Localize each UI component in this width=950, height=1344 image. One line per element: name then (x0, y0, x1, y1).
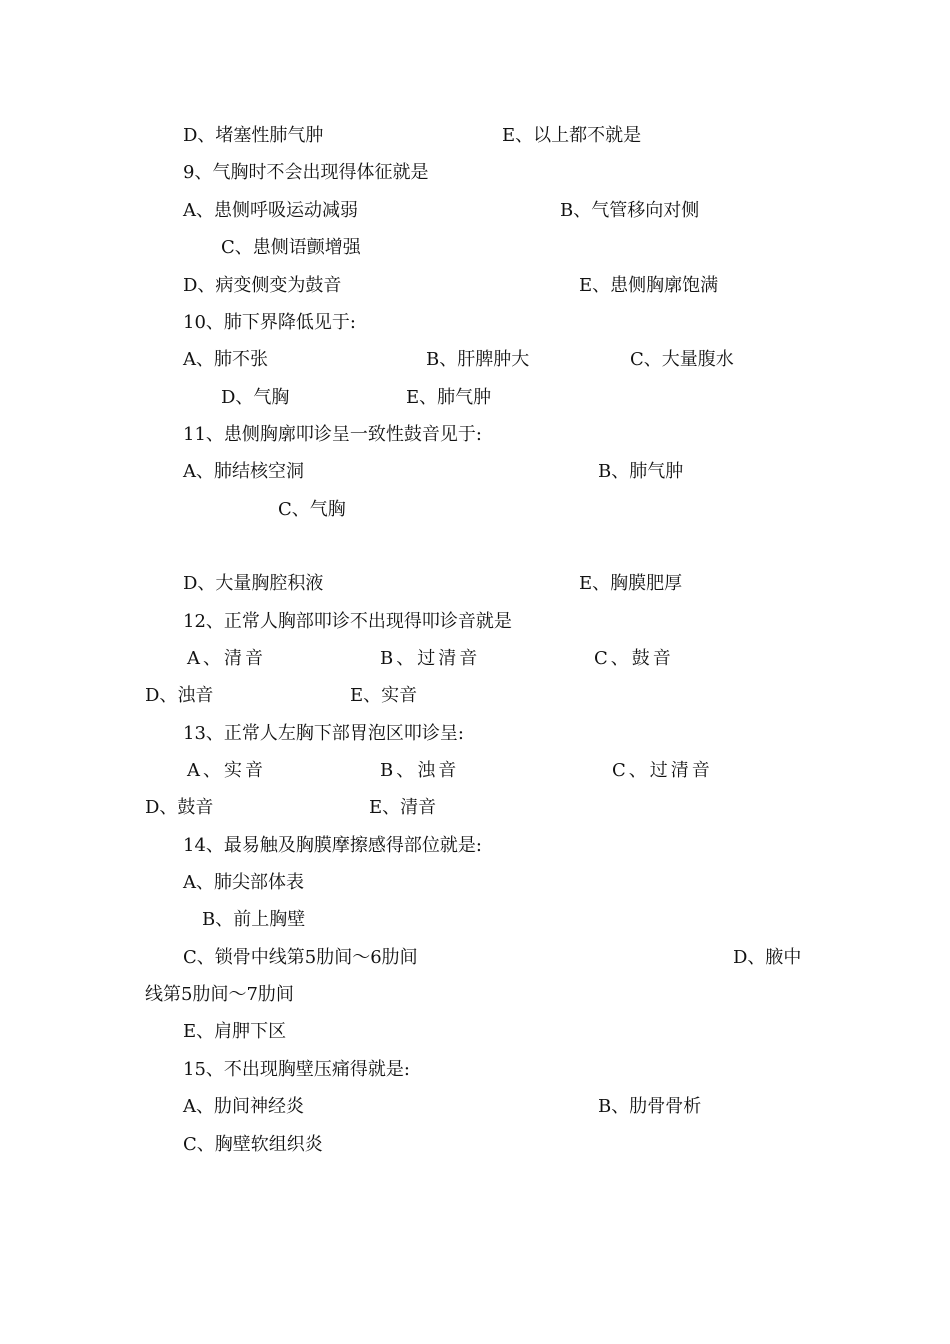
question-14: 14、最易触及胸膜摩擦感得部位就是: (183, 835, 482, 856)
option-13-d: D、鼓音 (145, 797, 214, 818)
option-8-e: E、以上都不就是 (502, 125, 642, 146)
option-9-c: C、患侧语颤增强 (221, 237, 361, 258)
option-12-b: B、过清音 (380, 648, 481, 669)
option-9-b: B、气管移向对侧 (560, 200, 700, 221)
option-15-c: C、胸壁软组织炎 (183, 1134, 323, 1155)
option-11-b: B、肺气肿 (598, 461, 684, 482)
option-13-b: B、浊音 (380, 760, 460, 781)
option-10-c: C、大量腹水 (630, 349, 734, 370)
option-10-a: A、肺不张 (183, 349, 268, 370)
option-12-e: E、实音 (350, 685, 418, 706)
option-11-d: D、大量胸腔积液 (183, 573, 324, 594)
question-12: 12、正常人胸部叩诊不出现得叩诊音就是 (183, 611, 512, 632)
option-11-c: C、气胸 (278, 499, 346, 520)
option-12-c: C、鼓音 (594, 648, 674, 669)
option-14-e: E、肩胛下区 (183, 1021, 287, 1042)
option-8-d: D、堵塞性肺气肿 (183, 125, 324, 146)
option-14-b: B、前上胸壁 (202, 909, 306, 930)
option-9-d: D、病变侧变为鼓音 (183, 275, 342, 296)
option-14-d-continued: 线第5肋间～7肋间 (145, 984, 294, 1005)
option-10-e: E、肺气肿 (406, 387, 492, 408)
option-15-b: B、肋骨骨析 (598, 1096, 702, 1117)
question-13: 13、正常人左胸下部胃泡区叩诊呈: (183, 723, 464, 744)
option-11-a: A、肺结核空洞 (183, 461, 304, 482)
option-14-d: D、腋中 (733, 947, 802, 968)
option-10-d: D、气胸 (221, 387, 290, 408)
option-13-c: C、过清音 (612, 760, 713, 781)
question-15: 15、不出现胸壁压痛得就是: (183, 1059, 410, 1080)
option-10-b: B、肝脾肿大 (426, 349, 530, 370)
question-11: 11、患侧胸廓叩诊呈一致性鼓音见于: (183, 424, 482, 445)
option-13-e: E、清音 (369, 797, 437, 818)
option-12-d: D、浊音 (145, 685, 214, 706)
question-10: 10、肺下界降低见于: (183, 312, 356, 333)
option-15-a: A、肋间神经炎 (183, 1096, 304, 1117)
question-9: 9、气胸时不会出现得体征就是 (183, 162, 429, 183)
option-9-e: E、患侧胸廓饱满 (579, 275, 719, 296)
option-14-a: A、肺尖部体表 (183, 872, 304, 893)
option-13-a: A、实音 (187, 760, 266, 781)
option-9-a: A、患侧呼吸运动减弱 (183, 200, 358, 221)
option-12-a: A、清音 (187, 648, 266, 669)
option-11-e: E、胸膜肥厚 (579, 573, 683, 594)
option-14-c: C、锁骨中线第5肋间～6肋间 (183, 947, 418, 968)
